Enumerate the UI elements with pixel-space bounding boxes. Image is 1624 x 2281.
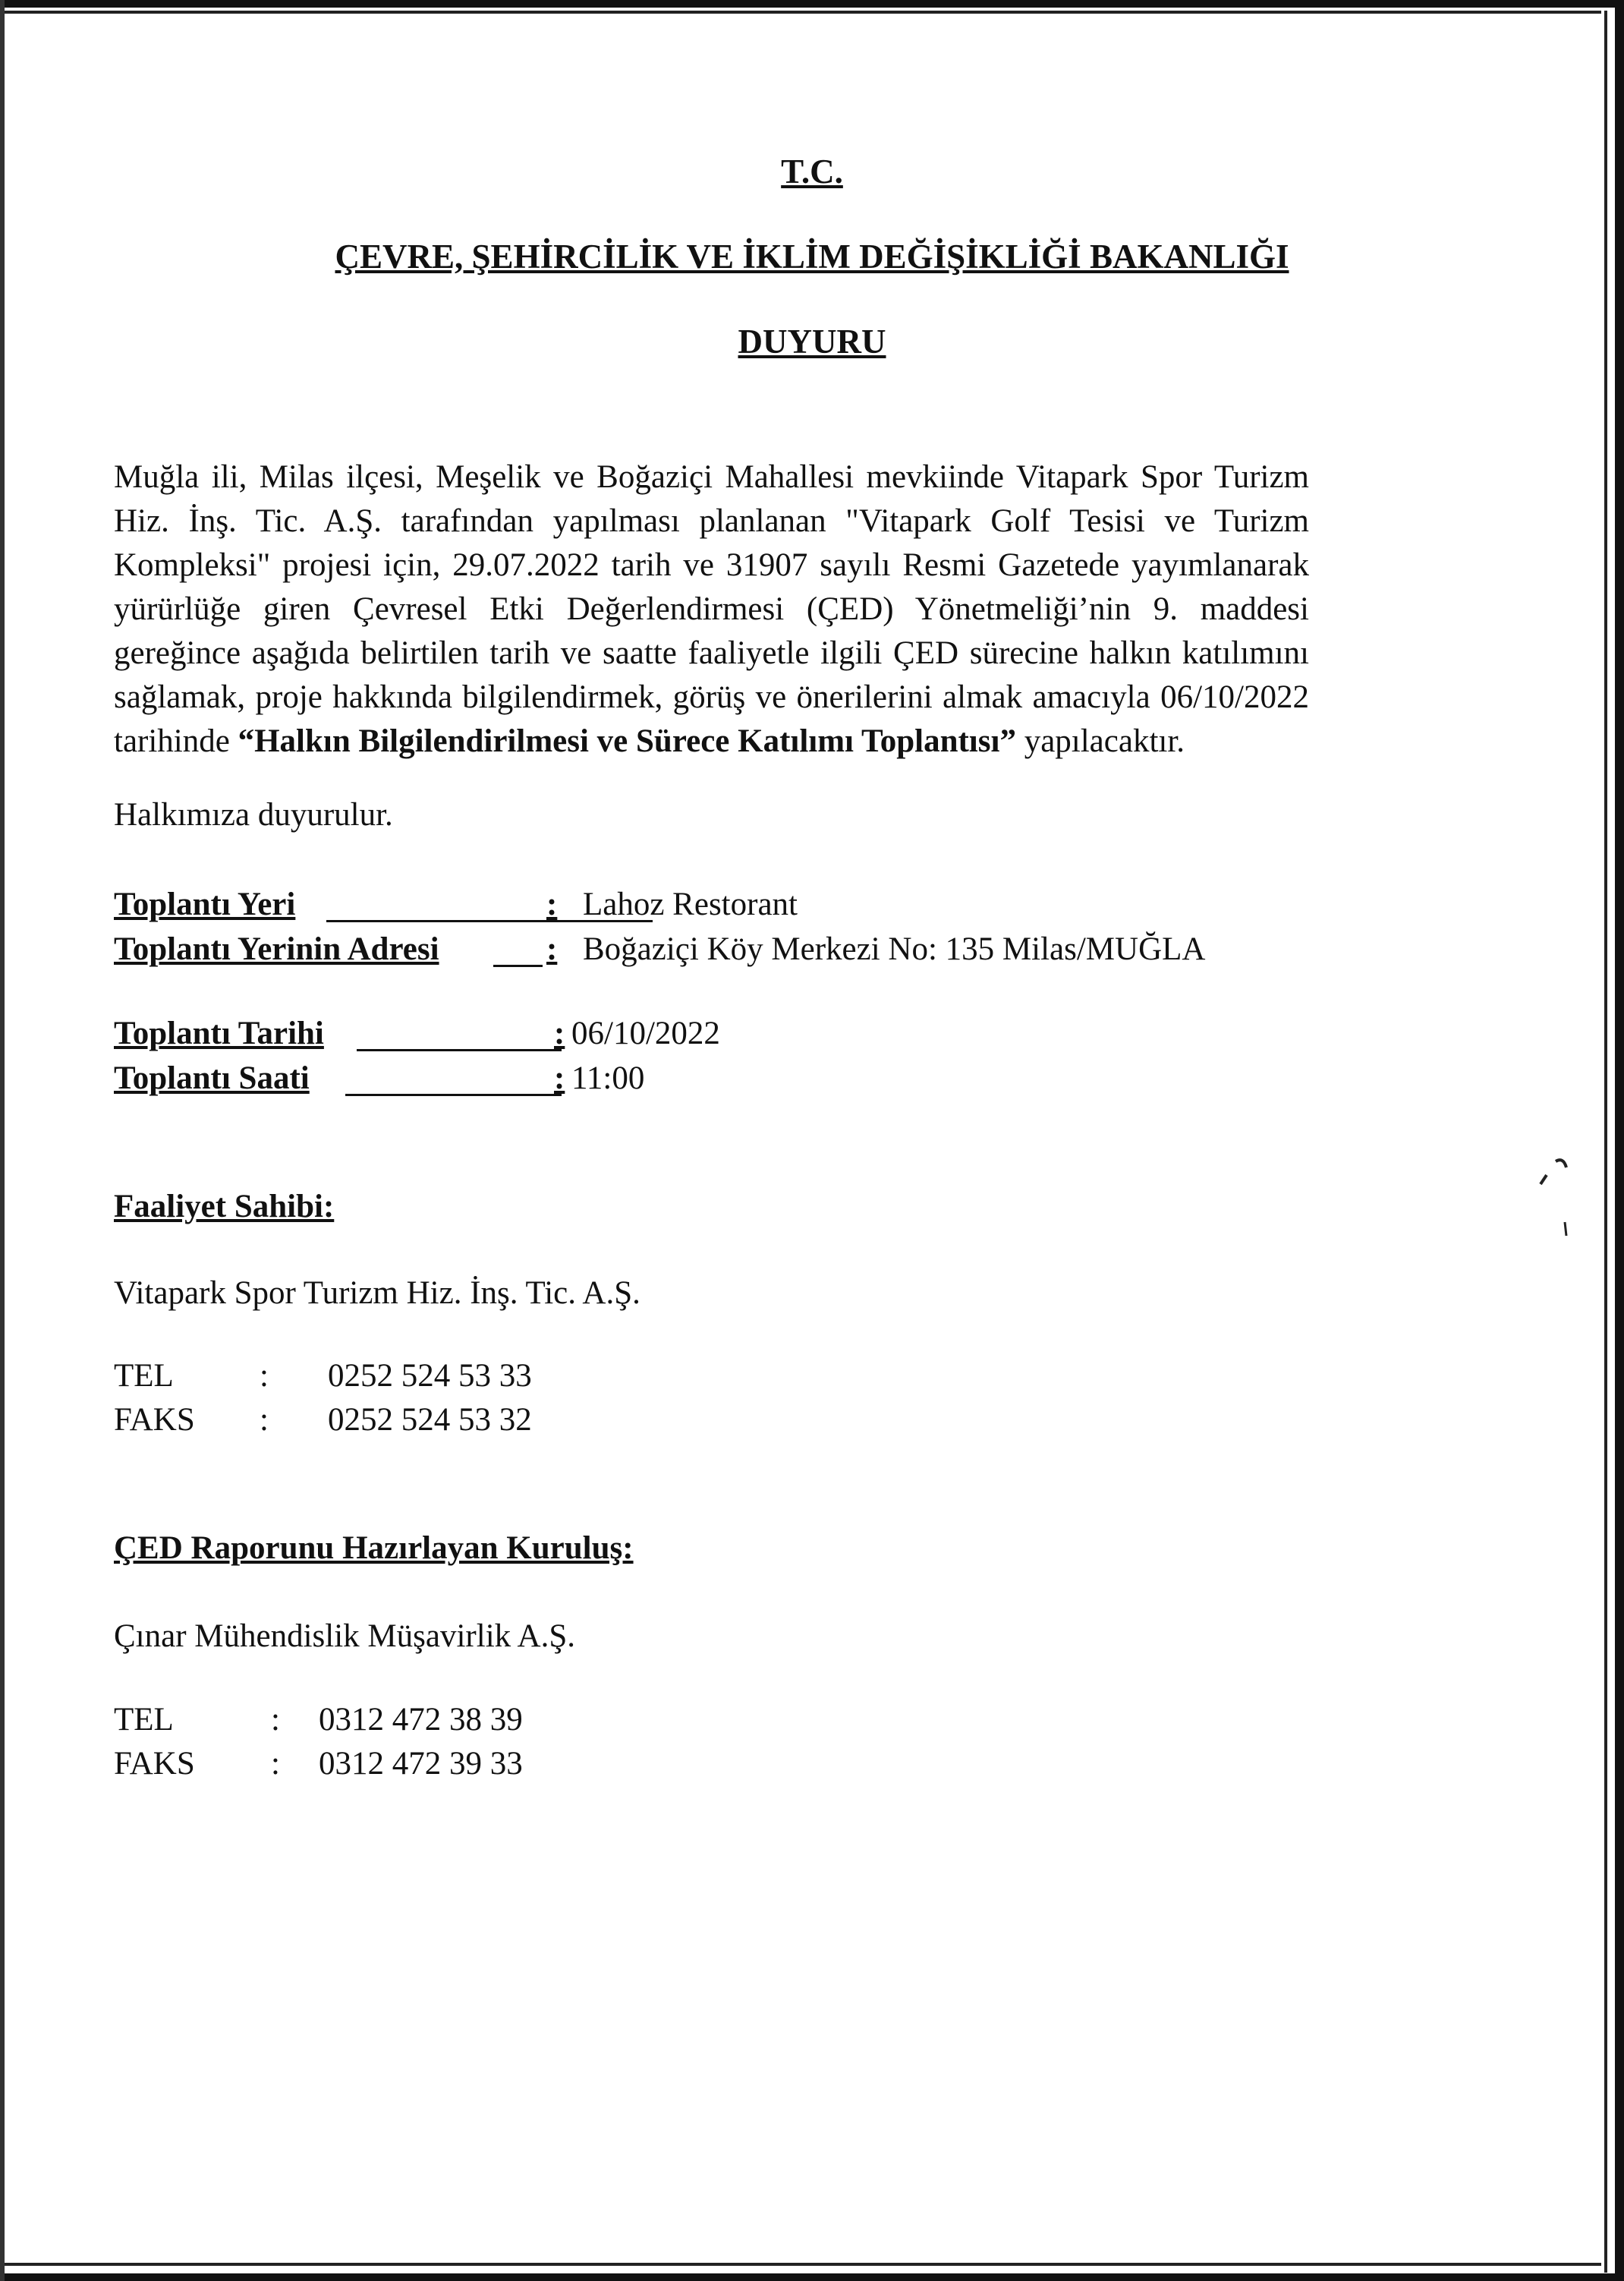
preparer-tel-value: 0312 472 38 39	[319, 1702, 523, 1738]
colon: :	[546, 931, 558, 967]
announcement-text-end: yapılacaktır.	[1024, 723, 1185, 759]
meeting-address-value: Boğaziçi Köy Merkezi No: 135 Milas/MUĞLA	[583, 931, 1206, 967]
ministry-title: ÇEVRE, ŞEHİRCİLİK VE İKLİM DEĞİŞİKLİĞİ BAKANLIĞI	[335, 238, 1289, 276]
meeting-name-bold: “Halkın Bilgilendirilmesi ve Sürece Katılımı Toplantısı”	[238, 723, 1016, 759]
colon: :	[554, 1060, 565, 1096]
scan-artifact-mark	[1533, 1146, 1578, 1252]
colon: :	[260, 1358, 269, 1394]
colon: :	[546, 887, 558, 922]
owner-fax-value: 0252 524 53 32	[328, 1402, 532, 1438]
owner-tel-value: 0252 524 53 33	[328, 1358, 532, 1394]
page-border-top	[0, 0, 1624, 8]
preparer-name: Çınar Mühendislik Müşavirlik A.Ş.	[114, 1618, 575, 1654]
page-border-top-inner	[0, 11, 1601, 14]
meeting-address-label: Toplantı Yerinin Adresi	[114, 931, 439, 967]
meeting-time-value: 11:00	[571, 1060, 645, 1096]
fax-label: FAKS	[114, 1746, 195, 1782]
meeting-time-row	[114, 1057, 1366, 1101]
owner-title: Faaliyet Sahibi:	[114, 1189, 335, 1224]
preparer-fax-value: 0312 472 39 33	[319, 1746, 523, 1782]
meeting-place-label: Toplantı Yeri	[114, 887, 296, 922]
announcement-paragraph	[114, 455, 1309, 764]
meeting-time-label: Toplantı Saati	[114, 1060, 310, 1096]
preparer-tel-row	[114, 1698, 721, 1742]
meeting-date-row	[114, 1012, 1366, 1056]
label-underline	[493, 965, 543, 967]
header-tc: T.C.	[781, 153, 843, 191]
label-underline	[345, 1094, 562, 1096]
colon: :	[554, 1016, 565, 1051]
label-underline	[357, 1049, 562, 1051]
meeting-place-value: Lahoz Restorant	[583, 887, 798, 922]
preparer-title: ÇED Raporunu Hazırlayan Kuruluş:	[114, 1530, 634, 1566]
fax-label: FAKS	[114, 1402, 195, 1438]
owner-fax-row	[114, 1398, 721, 1442]
page-border-bottom-inner	[0, 2263, 1601, 2266]
meeting-place-row	[114, 883, 1366, 927]
colon: :	[271, 1702, 280, 1738]
meeting-date-label: Toplantı Tarihi	[114, 1016, 324, 1051]
colon: :	[271, 1746, 280, 1782]
announcement-title: DUYURU	[738, 323, 886, 361]
owner-name: Vitapark Spor Turizm Hiz. İnş. Tic. A.Ş.	[114, 1275, 640, 1311]
announcement-text: Muğla ili, Milas ilçesi, Meşelik ve Boğaziçi Mahallesi mevkiinde Vitapark Spor Turizm Hiz. İnş. Tic. A.Ş. tarafından yapılması planlanan "Vitapark Golf Tesisi ve Turizm Kompleksi" projesi için, 29.07.2022 tarih ve 31907 sayılı Resmi Gazetede yayımlanarak yürürlüğe giren Çevresel Etki Değerlendirmesi (ÇED) Yönetmeliği’nin 9. maddesi gereğince aşağıda belirtilen tarih ve saatte faaliyetle ilgili ÇED sürecine halkın katılımını sağlamak, proje hakkında bilgilendirmek, görüş ve önerilerini almak amacıyla 06/10/2022 tarihinde	[114, 459, 1309, 759]
meeting-address-row	[114, 928, 1366, 972]
page-border-bottom	[0, 2273, 1624, 2281]
tel-label: TEL	[114, 1702, 174, 1738]
tel-label: TEL	[114, 1358, 174, 1394]
colon: :	[260, 1402, 269, 1438]
meeting-date-value: 06/10/2022	[571, 1016, 720, 1051]
closing-line: Halkımıza duyurulur.	[114, 797, 393, 833]
owner-tel-row	[114, 1354, 721, 1398]
preparer-fax-row	[114, 1742, 721, 1786]
